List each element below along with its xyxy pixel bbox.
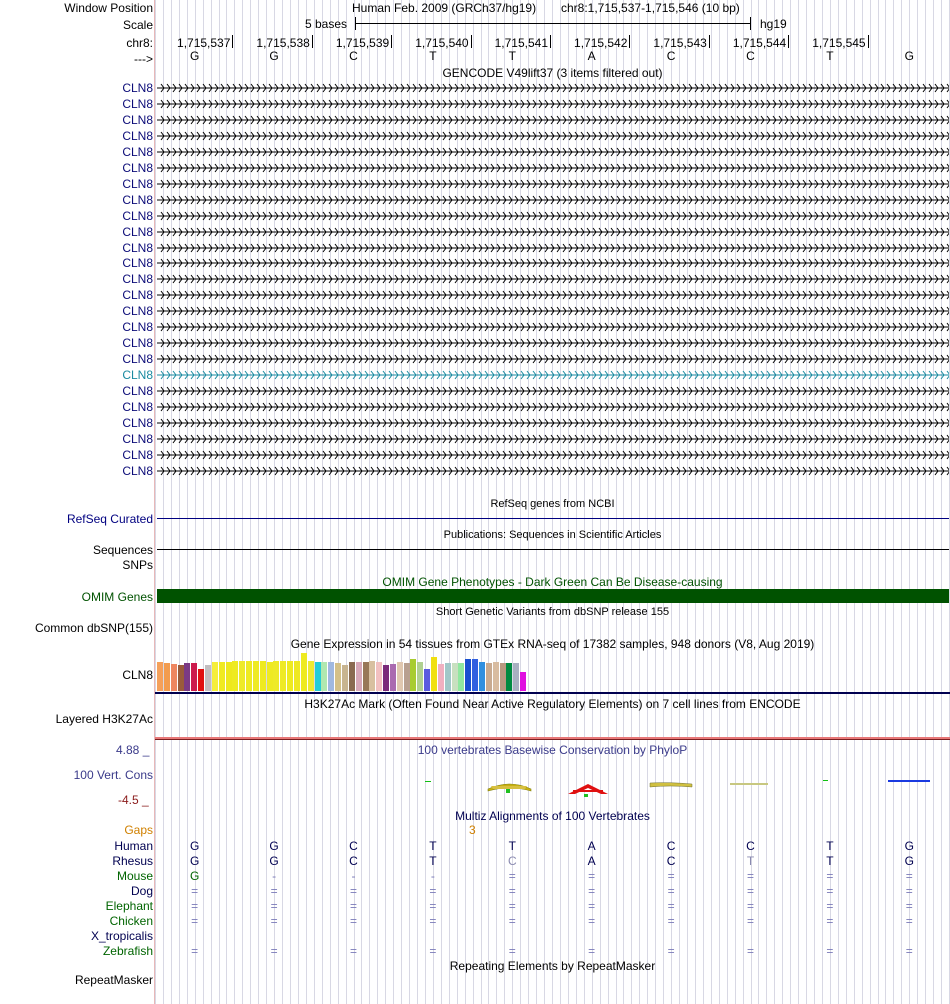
multiz-base: G (190, 854, 200, 868)
coordinate-tick-mark (709, 35, 710, 48)
multiz-base: G (269, 839, 279, 853)
gtex-tissue-bar[interactable] (280, 661, 286, 691)
gtex-tissue-bar[interactable] (184, 663, 190, 691)
multiz-base: = (826, 914, 834, 928)
dbsnp-track-label[interactable]: Common dbSNP(155) (34, 621, 153, 635)
multiz-species-label[interactable]: Dog (130, 884, 153, 898)
gencode-item-label[interactable]: CLN8 (122, 256, 153, 271)
multiz-base: = (429, 884, 437, 898)
gencode-item-label[interactable]: CLN8 (122, 320, 153, 335)
multiz-base: = (905, 944, 913, 958)
window-position-label: Window Position (64, 1, 153, 15)
gencode-transcript[interactable] (157, 433, 949, 445)
multiz-base: = (508, 869, 516, 883)
gencode-transcript[interactable] (157, 353, 949, 365)
multiz-base: = (429, 944, 437, 958)
omim-gene-bar[interactable] (157, 589, 949, 603)
coordinate-tick-label: 1,715,541 (494, 36, 548, 50)
coordinate-tick-label: 1,715,539 (335, 36, 390, 50)
coordinate-tick-mark (391, 35, 392, 48)
multiz-base: = (826, 884, 834, 898)
gtex-tissue-bar[interactable] (472, 659, 478, 691)
gencode-item-label[interactable]: CLN8 (122, 400, 153, 414)
gtex-tissue-bar[interactable] (506, 663, 512, 691)
multiz-base: C (746, 839, 755, 853)
gencode-transcript[interactable] (157, 465, 949, 477)
gencode-item-label[interactable]: CLN8 (122, 272, 153, 287)
multiz-base: = (429, 899, 437, 913)
gtex-tissue-bar[interactable] (356, 662, 362, 691)
multiz-base: G (269, 854, 279, 868)
gencode-transcript[interactable] (157, 82, 949, 94)
multiz-base: = (349, 944, 357, 958)
coordinate-tick-label: 1,715,542 (574, 36, 628, 50)
gencode-item-label[interactable]: CLN8 (122, 463, 153, 478)
base-letter: C (746, 49, 755, 63)
multiz-base: = (588, 944, 596, 958)
multiz-base: G (190, 869, 200, 883)
coordinate-tick-label: 1,715,540 (415, 36, 469, 50)
coordinate-tick-mark (868, 35, 869, 48)
multiz-base: = (667, 914, 675, 928)
gtex-tissue-bar[interactable] (479, 662, 485, 691)
multiz-base: = (826, 899, 834, 913)
multiz-base: = (826, 869, 834, 883)
scale-bar-right-tick (750, 17, 751, 30)
repeatmasker-track-label[interactable]: RepeatMasker (74, 973, 153, 987)
multiz-base: = (270, 884, 278, 898)
multiz-base: = (508, 884, 516, 898)
position-text: chr8:1,715,537-1,715,546 (10 bp) (561, 1, 740, 15)
base-letter: G (269, 49, 279, 63)
gencode-item-label[interactable]: CLN8 (122, 415, 153, 430)
multiz-base: G (904, 839, 914, 853)
gtex-tissue-bar[interactable] (458, 663, 464, 691)
gencode-item-label[interactable]: CLN8 (122, 128, 153, 143)
coordinate-tick-mark (550, 35, 551, 48)
h3k27ac-track-label[interactable]: Layered H3K27Ac (55, 712, 153, 726)
multiz-species-label[interactable]: Zebrafish (102, 944, 153, 958)
gtex-tissue-bar[interactable] (164, 663, 170, 691)
multiz-species-label[interactable]: Human (114, 839, 153, 853)
refseq-track-line[interactable] (157, 518, 949, 519)
gencode-item-label[interactable]: CLN8 (122, 431, 153, 446)
gtex-tissue-bar[interactable] (226, 662, 232, 691)
multiz-base: G (190, 839, 200, 853)
gtex-tissue-bar[interactable] (342, 665, 348, 691)
publications-snps-label[interactable]: SNPs (122, 558, 153, 572)
gencode-item-label[interactable]: CLN8 (122, 368, 153, 383)
gtex-track-title[interactable]: Gene Expression in 54 tissues from GTEx RNA-seq of 17382 samples, 948 donors (V8, Aug 2019) (290, 637, 815, 651)
multiz-base: T (826, 854, 834, 868)
multiz-base: C (666, 854, 676, 868)
gtex-tissue-bar[interactable] (246, 661, 252, 691)
gtex-tissue-bar[interactable] (287, 661, 293, 691)
h3k27ac-baseline (155, 739, 950, 740)
gencode-transcript[interactable] (157, 289, 949, 301)
multiz-base: - (351, 869, 356, 883)
gtex-tissue-bar[interactable] (335, 663, 341, 691)
coordinate-tick-mark (471, 35, 472, 48)
gtex-tissue-bar[interactable] (178, 665, 184, 691)
multiz-base: = (746, 914, 754, 928)
multiz-base: = (508, 914, 516, 928)
gencode-transcript[interactable] (157, 401, 949, 413)
coordinate-tick-label: 1,715,537 (177, 36, 231, 50)
multiz-base: = (746, 899, 754, 913)
gencode-item-label[interactable]: CLN8 (122, 304, 153, 319)
gtex-tissue-bar[interactable] (191, 663, 197, 691)
gtex-tissue-bar[interactable] (239, 661, 245, 691)
phylop-max-label: 4.88 _ (116, 743, 150, 757)
gtex-tissue-bar[interactable] (349, 662, 355, 691)
multiz-base: = (349, 899, 357, 913)
multiz-base: C (507, 854, 517, 868)
gtex-tissue-bar[interactable] (253, 661, 259, 691)
coordinate-tick-label: 1,715,538 (256, 36, 310, 50)
multiz-base: T (826, 839, 834, 853)
gtex-tissue-bar[interactable] (486, 663, 492, 691)
gtex-tissue-bar[interactable] (424, 669, 430, 691)
refseq-track-title[interactable]: RefSeq genes from NCBI (490, 498, 615, 510)
base-letter: C (666, 49, 676, 63)
gencode-transcript[interactable] (157, 130, 949, 142)
multiz-base: G (904, 854, 914, 868)
strand-label: ---> (134, 52, 153, 66)
gencode-transcript[interactable] (157, 385, 949, 397)
gencode-item-label[interactable]: CLN8 (122, 224, 153, 239)
gtex-tissue-bar[interactable] (452, 663, 458, 691)
gencode-item-label[interactable]: CLN8 (122, 96, 153, 111)
gencode-transcript[interactable] (157, 369, 949, 381)
gtex-tissue-bar[interactable] (198, 669, 204, 691)
gtex-tissue-bar[interactable] (363, 662, 369, 691)
gtex-tissue-bar[interactable] (383, 665, 389, 691)
dbsnp-track-title[interactable]: Short Genetic Variants from dbSNP release 155 (435, 606, 670, 618)
gencode-item-label[interactable]: CLN8 (122, 447, 153, 462)
multiz-gaps-label[interactable]: Gaps (124, 823, 153, 837)
multiz-species-label[interactable]: Elephant (105, 899, 153, 913)
multiz-base: = (191, 884, 199, 898)
base-letter: T (429, 49, 437, 63)
gencode-item-label[interactable]: CLN8 (122, 288, 153, 303)
multiz-base: T (429, 839, 437, 853)
gtex-tissue-bar[interactable] (212, 662, 218, 691)
multiz-base: C (349, 854, 358, 868)
gencode-transcript[interactable] (157, 417, 949, 429)
gtex-tissue-bar[interactable] (465, 659, 471, 691)
base-letter: T (826, 49, 834, 63)
gtex-tissue-bar[interactable] (315, 662, 321, 691)
multiz-base: C (666, 839, 676, 853)
gtex-tissue-bar[interactable] (260, 661, 266, 691)
gencode-transcript[interactable] (157, 257, 949, 269)
base-letter: A (587, 49, 596, 63)
gtex-tissue-bar[interactable] (404, 663, 410, 691)
gtex-track-label[interactable]: CLN8 (122, 668, 153, 682)
multiz-base: = (191, 899, 199, 913)
gencode-transcript[interactable] (157, 146, 949, 158)
gencode-transcript[interactable] (157, 194, 949, 206)
gtex-tissue-bar[interactable] (301, 653, 307, 691)
gencode-transcript[interactable] (157, 162, 949, 174)
multiz-base: = (746, 869, 754, 883)
multiz-species-label[interactable]: Rhesus (112, 854, 153, 868)
publications-track-line[interactable] (157, 549, 949, 550)
multiz-species-label[interactable]: Chicken (109, 914, 153, 928)
assembly-text: Human Feb. 2009 (GRCh37/hg19) (352, 1, 537, 15)
scale-bar (355, 23, 750, 24)
gtex-tissue-bar[interactable] (219, 662, 225, 691)
base-letter: G (190, 49, 200, 63)
gtex-tissue-bar[interactable] (157, 662, 163, 691)
coordinate-tick-mark (312, 35, 313, 48)
gencode-transcript[interactable] (157, 242, 949, 254)
multiz-species-label[interactable]: Mouse (116, 869, 153, 883)
multiz-base: = (588, 899, 596, 913)
multiz-base: = (270, 899, 278, 913)
base-letter: G (904, 49, 914, 63)
gtex-tissue-bar[interactable] (513, 663, 519, 691)
multiz-base: = (349, 884, 357, 898)
multiz-base: A (587, 854, 596, 868)
scale-db: hg19 (760, 17, 787, 31)
multiz-base: = (905, 869, 913, 883)
multiz-base: = (826, 944, 834, 958)
gencode-transcript[interactable] (157, 98, 949, 110)
gtex-tissue-bar[interactable] (171, 664, 177, 691)
gtex-tissue-bar[interactable] (232, 661, 238, 691)
gencode-item-label[interactable]: CLN8 (122, 240, 153, 255)
gtex-tissue-bar[interactable] (431, 657, 437, 691)
multiz-base: = (349, 914, 357, 928)
multiz-base: = (746, 944, 754, 958)
multiz-base: - (272, 869, 277, 883)
gtex-tissue-bar[interactable] (390, 664, 396, 691)
gtex-tissue-bar[interactable] (410, 659, 416, 691)
omim-track-label[interactable]: OMIM Genes (81, 590, 153, 604)
multiz-base: = (905, 884, 913, 898)
gtex-tissue-bar[interactable] (397, 662, 403, 691)
multiz-base: = (667, 899, 675, 913)
multiz-base: = (270, 914, 278, 928)
gencode-item-label[interactable]: CLN8 (122, 81, 153, 95)
gtex-baseline (155, 692, 950, 694)
multiz-species-label[interactable]: X_tropicalis (90, 929, 153, 943)
repeatmasker-track-title[interactable]: Repeating Elements by RepeatMasker (449, 959, 656, 973)
multiz-base: = (270, 944, 278, 958)
multiz-base: A (587, 839, 596, 853)
gencode-transcript[interactable] (157, 178, 949, 190)
gtex-tissue-bar[interactable] (520, 672, 526, 691)
gencode-item-label[interactable]: CLN8 (122, 144, 153, 159)
gencode-transcript[interactable] (157, 305, 949, 317)
gencode-transcript[interactable] (157, 337, 949, 349)
multiz-track-title[interactable]: Multiz Alignments of 100 Vertebrates (455, 809, 650, 823)
gencode-transcript[interactable] (157, 449, 949, 461)
refseq-track-label[interactable]: RefSeq Curated (66, 512, 153, 526)
phylop-track-title[interactable]: 100 vertebrates Basewise Conservation by PhyloP (417, 743, 688, 757)
gtex-tissue-bar[interactable] (500, 663, 506, 691)
coordinate-tick-label: 1,715,544 (732, 36, 787, 50)
h3k27ac-track-title[interactable]: H3K27Ac Mark (Often Found Near Active Regulatory Elements) on 7 cell lines from ENCODE (304, 697, 801, 711)
gtex-tissue-bar[interactable] (273, 661, 279, 691)
multiz-base: = (667, 884, 675, 898)
gtex-bar-chart[interactable] (157, 652, 949, 691)
gencode-item-label[interactable]: CLN8 (122, 160, 153, 175)
gtex-tissue-bar[interactable] (308, 661, 314, 691)
multiz-gaps-value: 3 (469, 823, 476, 837)
gtex-tissue-bar[interactable] (493, 662, 499, 691)
multiz-base: T (429, 854, 437, 868)
base-letter: T (508, 49, 516, 63)
multiz-base: - (430, 869, 435, 883)
multiz-base: = (191, 944, 199, 958)
coordinate-tick-mark (629, 35, 630, 48)
publications-track-title[interactable]: Publications: Sequences in Scientific Articles (443, 529, 662, 541)
multiz-base: = (905, 914, 913, 928)
chrom-label: chr8: (126, 36, 153, 50)
multiz-base: = (905, 899, 913, 913)
multiz-base: = (667, 869, 675, 883)
coordinate-tick-label: 1,715,545 (812, 36, 866, 50)
gencode-item-label[interactable]: CLN8 (122, 112, 153, 127)
gencode-item-label[interactable]: CLN8 (122, 352, 153, 367)
gencode-transcript[interactable] (157, 210, 949, 222)
gencode-transcript[interactable] (157, 321, 949, 333)
scale-bar-left-tick (355, 17, 356, 30)
multiz-base: T (508, 839, 516, 853)
multiz-base: = (667, 944, 675, 958)
gtex-tissue-bar[interactable] (321, 662, 327, 691)
publications-sequences-label[interactable]: Sequences (92, 543, 153, 557)
gtex-tissue-bar[interactable] (445, 663, 451, 691)
gtex-tissue-bar[interactable] (267, 662, 273, 691)
multiz-base: = (588, 869, 596, 883)
multiz-base: = (191, 914, 199, 928)
gencode-transcript[interactable] (157, 273, 949, 285)
phylop-track-label[interactable]: 100 Vert. Cons (73, 768, 153, 782)
multiz-base: T (746, 854, 755, 868)
phylop-logo[interactable] (155, 770, 950, 800)
gencode-item-label[interactable]: CLN8 (122, 384, 153, 399)
multiz-base: = (588, 914, 596, 928)
gencode-item-label[interactable]: CLN8 (122, 176, 153, 191)
gencode-item-label[interactable]: CLN8 (122, 336, 153, 351)
gtex-tissue-bar[interactable] (294, 661, 300, 691)
multiz-base: = (508, 899, 516, 913)
gtex-tissue-bar[interactable] (417, 662, 423, 691)
omim-track-title[interactable]: OMIM Gene Phenotypes - Dark Green Can Be Disease-causing (382, 575, 723, 589)
multiz-base: = (746, 884, 754, 898)
gencode-item-label[interactable]: CLN8 (122, 192, 153, 207)
gtex-tissue-bar[interactable] (205, 665, 211, 691)
gencode-transcript[interactable] (157, 114, 949, 126)
gtex-tissue-bar[interactable] (438, 664, 444, 691)
gencode-track-title[interactable]: GENCODE V49lift37 (3 items filtered out) (442, 66, 663, 80)
gencode-item-label[interactable]: CLN8 (122, 208, 153, 223)
scale-text: 5 bases (305, 17, 348, 31)
base-letter: C (349, 49, 358, 63)
multiz-base: = (508, 944, 516, 958)
gtex-tissue-bar[interactable] (376, 662, 382, 691)
gtex-tissue-bar[interactable] (328, 662, 334, 691)
gencode-transcript[interactable] (157, 226, 949, 238)
multiz-base: = (429, 914, 437, 928)
gtex-tissue-bar[interactable] (369, 661, 375, 691)
multiz-base: = (588, 884, 596, 898)
coordinate-tick-label: 1,715,543 (653, 36, 707, 50)
phylop-min-label: -4.5 _ (118, 793, 149, 807)
scale-label: Scale (122, 18, 153, 32)
coordinate-tick-mark (788, 35, 789, 48)
coordinate-tick-mark (232, 35, 233, 48)
multiz-base: C (349, 839, 358, 853)
